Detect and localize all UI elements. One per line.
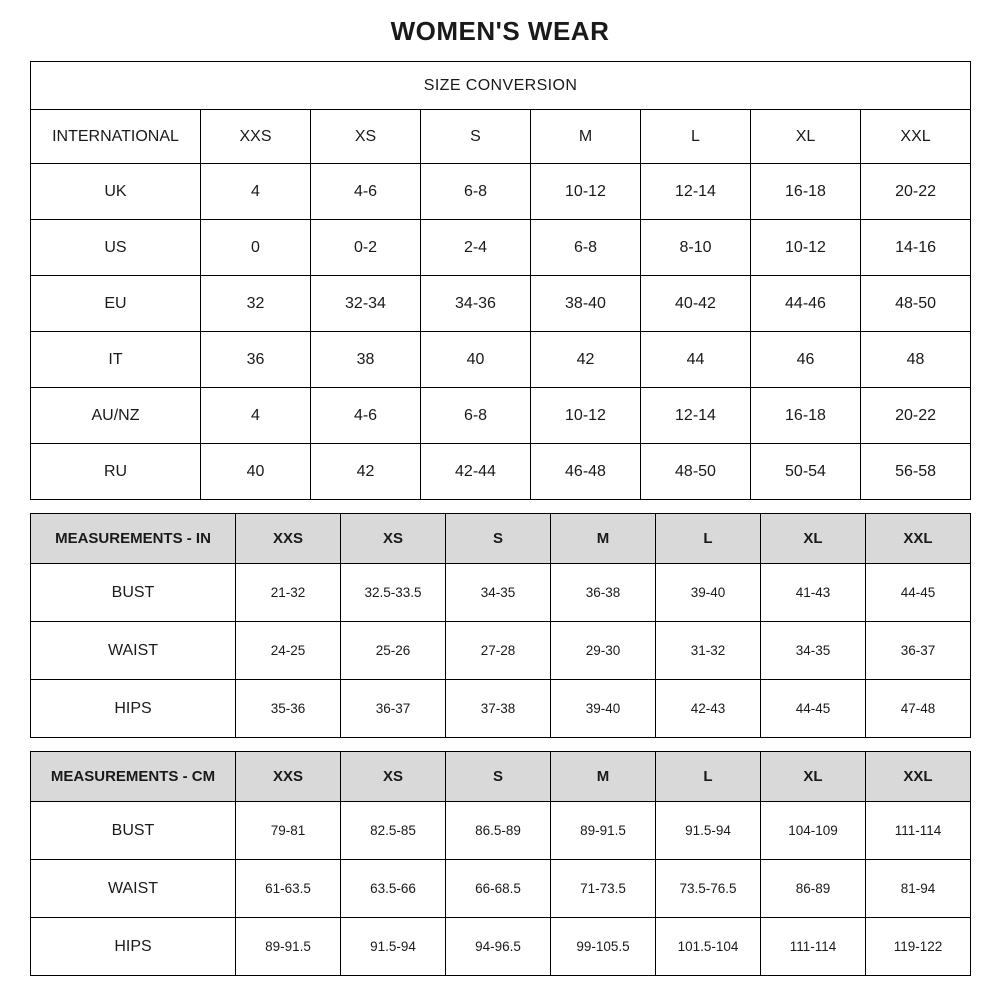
- value-cell: 36: [201, 332, 311, 388]
- value-cell: 31-32: [656, 622, 761, 680]
- row-label: IT: [31, 332, 201, 388]
- row-label-header: MEASUREMENTS - IN: [31, 514, 236, 564]
- table-row: [31, 802, 971, 860]
- value-cell: 46-48: [531, 444, 641, 500]
- row-label: UK: [31, 164, 201, 220]
- value-cell: 8-10: [641, 220, 751, 276]
- measurements-in-table: [30, 513, 971, 738]
- row-label: WAIST: [31, 622, 236, 680]
- value-cell: 32.5-33.5: [341, 564, 446, 622]
- row-label-header: INTERNATIONAL: [31, 110, 201, 164]
- size-header: L: [641, 110, 751, 164]
- value-cell: 12-14: [641, 164, 751, 220]
- size-header: M: [551, 752, 656, 802]
- value-cell: 66-68.5: [446, 860, 551, 918]
- size-header: XXL: [861, 110, 971, 164]
- value-cell: 34-35: [446, 564, 551, 622]
- value-cell: 10-12: [751, 220, 861, 276]
- value-cell: 91.5-94: [341, 918, 446, 976]
- table-row: [31, 860, 971, 918]
- size-header: S: [446, 752, 551, 802]
- row-label-header: MEASUREMENTS - CM: [31, 752, 236, 802]
- table-header-row: [31, 514, 971, 564]
- row-label: AU/NZ: [31, 388, 201, 444]
- value-cell: 24-25: [236, 622, 341, 680]
- row-label: BUST: [31, 802, 236, 860]
- value-cell: 4: [201, 164, 311, 220]
- value-cell: 12-14: [641, 388, 751, 444]
- size-header: XXL: [866, 752, 971, 802]
- value-cell: 20-22: [861, 164, 971, 220]
- row-label: EU: [31, 276, 201, 332]
- value-cell: 38: [311, 332, 421, 388]
- value-cell: 2-4: [421, 220, 531, 276]
- value-cell: 27-28: [446, 622, 551, 680]
- value-cell: 111-114: [761, 918, 866, 976]
- table-row: [31, 622, 971, 680]
- size-header: XXL: [866, 514, 971, 564]
- table-row: [31, 444, 971, 500]
- table-row: [31, 164, 971, 220]
- size-header: XL: [761, 752, 866, 802]
- value-cell: 42: [531, 332, 641, 388]
- size-header: XS: [341, 752, 446, 802]
- value-cell: 14-16: [861, 220, 971, 276]
- value-cell: 44-46: [751, 276, 861, 332]
- value-cell: 86.5-89: [446, 802, 551, 860]
- size-header: XL: [761, 514, 866, 564]
- value-cell: 36-37: [341, 680, 446, 738]
- table-row: [31, 680, 971, 738]
- table-row: [31, 564, 971, 622]
- table-title-row: [31, 62, 971, 110]
- value-cell: 34-36: [421, 276, 531, 332]
- value-cell: 16-18: [751, 388, 861, 444]
- value-cell: 48-50: [641, 444, 751, 500]
- size-header: S: [421, 110, 531, 164]
- value-cell: 38-40: [531, 276, 641, 332]
- size-header: L: [656, 514, 761, 564]
- value-cell: 94-96.5: [446, 918, 551, 976]
- value-cell: 36-37: [866, 622, 971, 680]
- value-cell: 6-8: [421, 388, 531, 444]
- measurements-cm-table: [30, 751, 971, 976]
- value-cell: 89-91.5: [551, 802, 656, 860]
- size-header: XS: [341, 514, 446, 564]
- value-cell: 40: [201, 444, 311, 500]
- row-label: HIPS: [31, 918, 236, 976]
- row-label: BUST: [31, 564, 236, 622]
- value-cell: 10-12: [531, 388, 641, 444]
- value-cell: 40-42: [641, 276, 751, 332]
- value-cell: 44-45: [866, 564, 971, 622]
- value-cell: 63.5-66: [341, 860, 446, 918]
- value-cell: 32: [201, 276, 311, 332]
- value-cell: 16-18: [751, 164, 861, 220]
- value-cell: 10-12: [531, 164, 641, 220]
- value-cell: 0: [201, 220, 311, 276]
- value-cell: 111-114: [866, 802, 971, 860]
- value-cell: 4-6: [311, 164, 421, 220]
- value-cell: 48-50: [861, 276, 971, 332]
- row-label: RU: [31, 444, 201, 500]
- value-cell: 39-40: [551, 680, 656, 738]
- value-cell: 35-36: [236, 680, 341, 738]
- value-cell: 34-35: [761, 622, 866, 680]
- value-cell: 119-122: [866, 918, 971, 976]
- size-header: XXS: [236, 752, 341, 802]
- size-conversion-table: [30, 61, 971, 500]
- value-cell: 36-38: [551, 564, 656, 622]
- value-cell: 99-105.5: [551, 918, 656, 976]
- value-cell: 0-2: [311, 220, 421, 276]
- value-cell: 21-32: [236, 564, 341, 622]
- value-cell: 71-73.5: [551, 860, 656, 918]
- value-cell: 20-22: [861, 388, 971, 444]
- size-header: XXS: [201, 110, 311, 164]
- value-cell: 6-8: [531, 220, 641, 276]
- size-header: S: [446, 514, 551, 564]
- value-cell: 82.5-85: [341, 802, 446, 860]
- value-cell: 39-40: [656, 564, 761, 622]
- size-header: L: [656, 752, 761, 802]
- value-cell: 25-26: [341, 622, 446, 680]
- size-header: XXS: [236, 514, 341, 564]
- value-cell: 61-63.5: [236, 860, 341, 918]
- size-header: XS: [311, 110, 421, 164]
- value-cell: 44: [641, 332, 751, 388]
- value-cell: 42-43: [656, 680, 761, 738]
- size-header: M: [551, 514, 656, 564]
- value-cell: 4-6: [311, 388, 421, 444]
- value-cell: 37-38: [446, 680, 551, 738]
- page-title: WOMEN'S WEAR: [390, 16, 610, 46]
- size-header: XL: [751, 110, 861, 164]
- table-row: [31, 332, 971, 388]
- value-cell: 91.5-94: [656, 802, 761, 860]
- value-cell: 81-94: [866, 860, 971, 918]
- value-cell: 50-54: [751, 444, 861, 500]
- table-header-row: [31, 110, 971, 164]
- value-cell: 44-45: [761, 680, 866, 738]
- table-header-row: [31, 752, 971, 802]
- value-cell: 79-81: [236, 802, 341, 860]
- table-title: SIZE CONVERSION: [31, 62, 971, 110]
- value-cell: 89-91.5: [236, 918, 341, 976]
- value-cell: 42: [311, 444, 421, 500]
- value-cell: 46: [751, 332, 861, 388]
- value-cell: 56-58: [861, 444, 971, 500]
- value-cell: 32-34: [311, 276, 421, 332]
- table-row: [31, 220, 971, 276]
- value-cell: 41-43: [761, 564, 866, 622]
- size-header: M: [531, 110, 641, 164]
- value-cell: 6-8: [421, 164, 531, 220]
- value-cell: 73.5-76.5: [656, 860, 761, 918]
- row-label: WAIST: [31, 860, 236, 918]
- value-cell: 86-89: [761, 860, 866, 918]
- value-cell: 104-109: [761, 802, 866, 860]
- table-row: [31, 276, 971, 332]
- value-cell: 47-48: [866, 680, 971, 738]
- table-row: [31, 388, 971, 444]
- value-cell: 101.5-104: [656, 918, 761, 976]
- table-row: [31, 918, 971, 976]
- value-cell: 40: [421, 332, 531, 388]
- row-label: US: [31, 220, 201, 276]
- value-cell: 4: [201, 388, 311, 444]
- row-label: HIPS: [31, 680, 236, 738]
- value-cell: 29-30: [551, 622, 656, 680]
- value-cell: 42-44: [421, 444, 531, 500]
- value-cell: 48: [861, 332, 971, 388]
